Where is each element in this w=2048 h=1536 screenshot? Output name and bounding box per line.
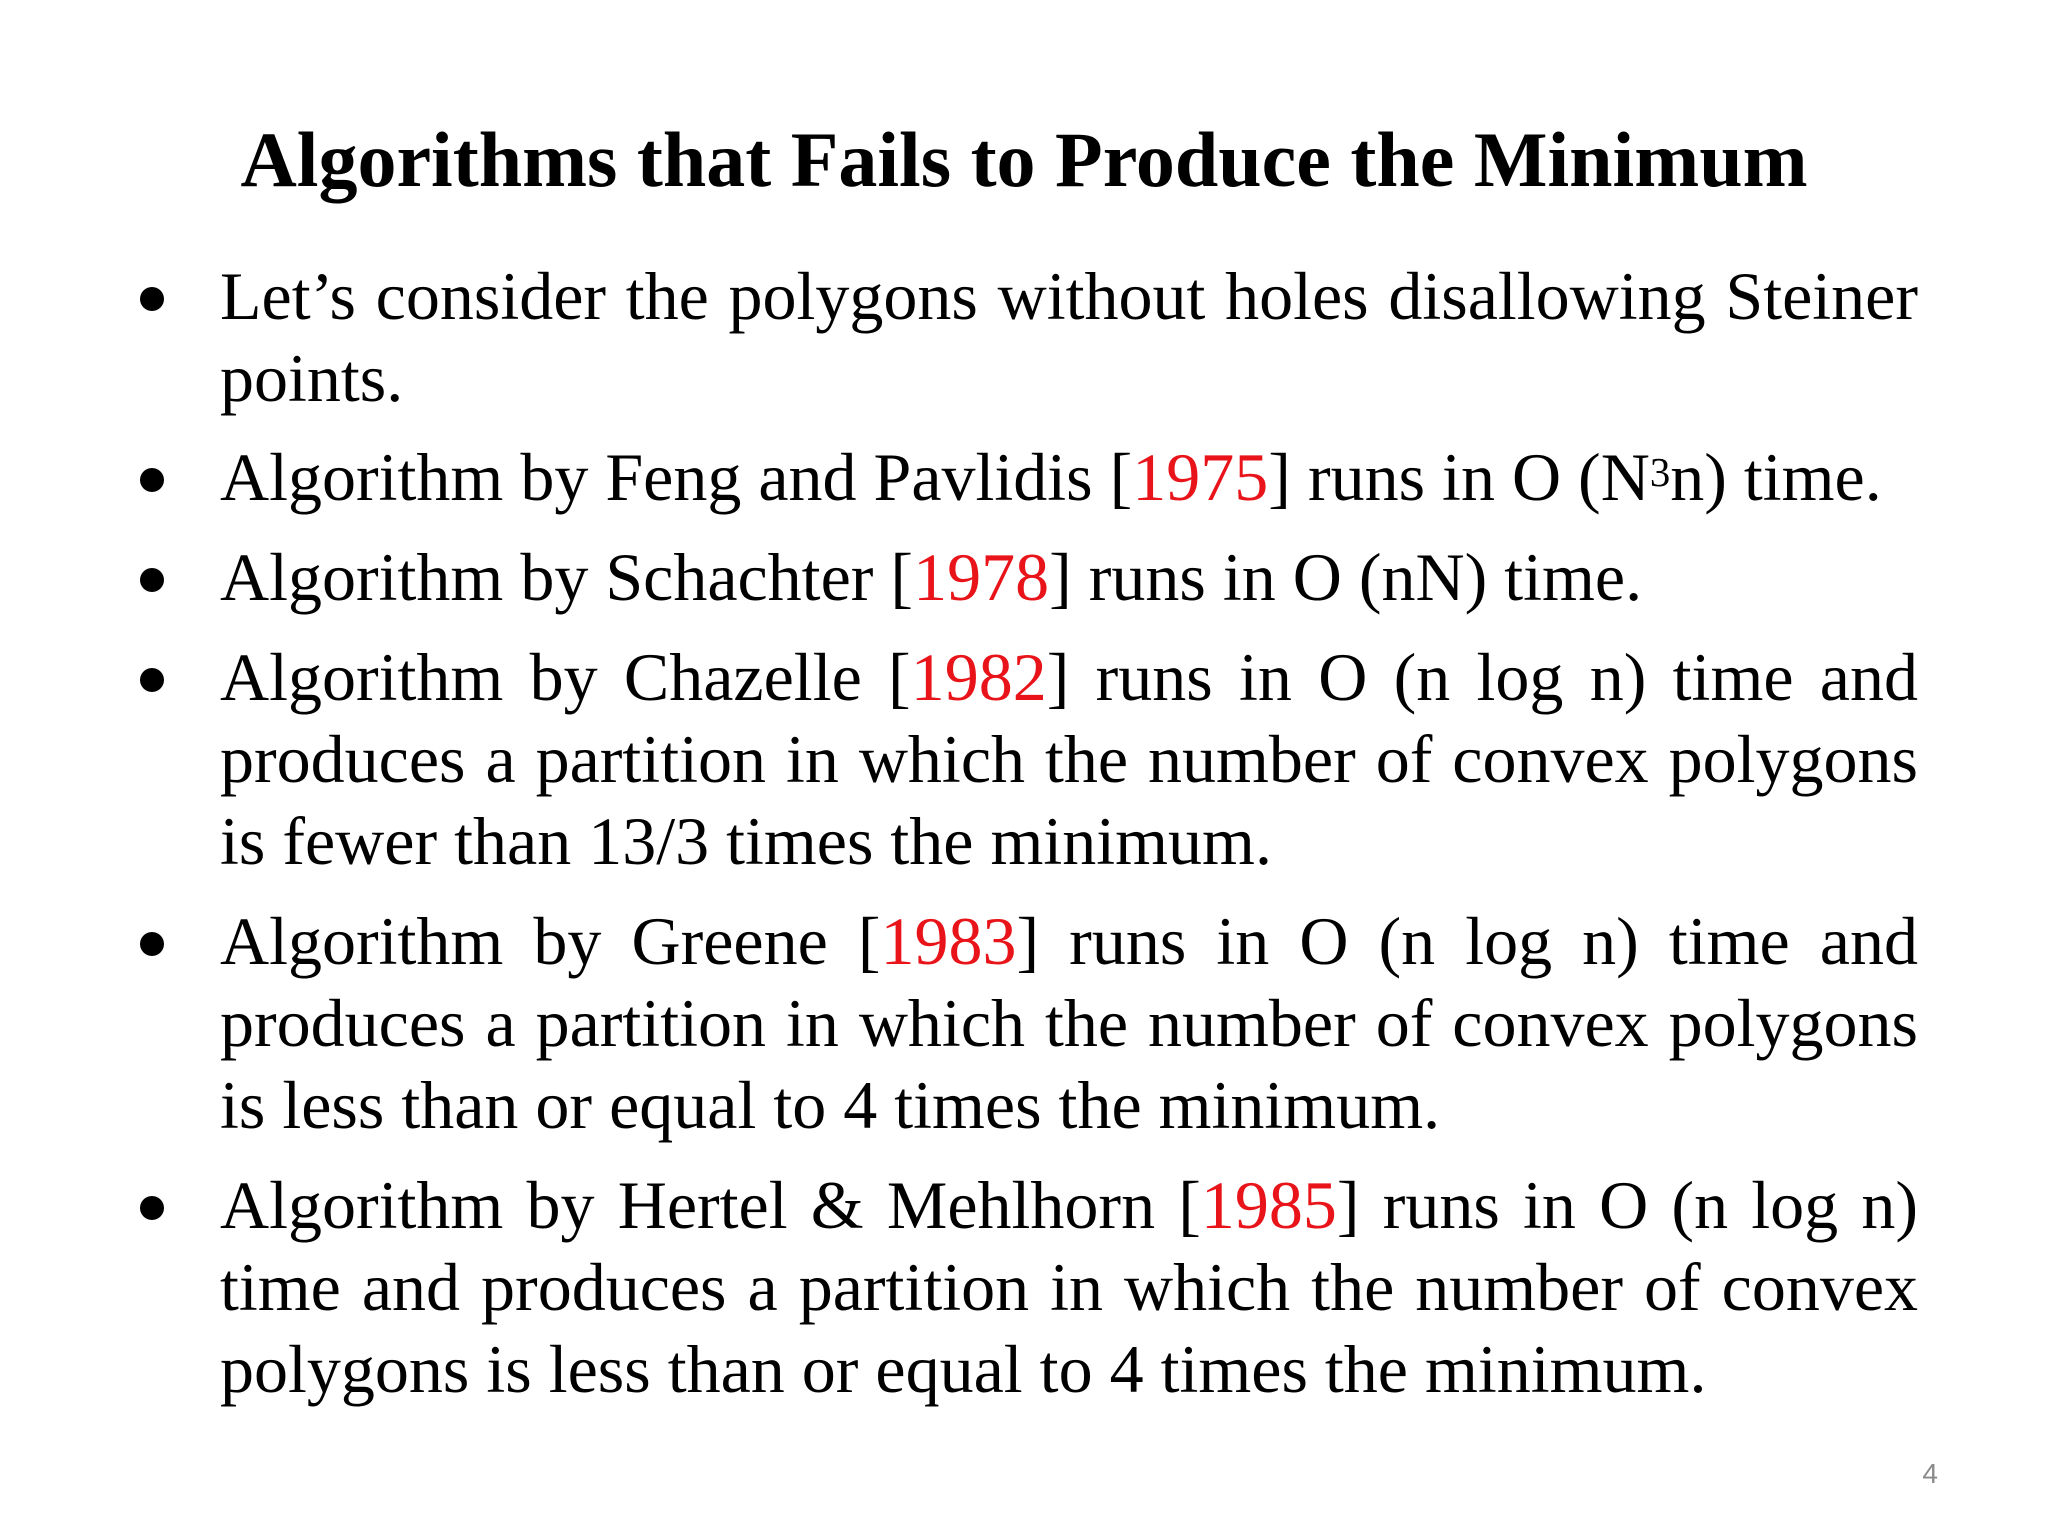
bullet-text-prefix: Algorithm by Feng and Pavlidis [ <box>220 439 1133 515</box>
citation-year: 1978 <box>913 539 1050 615</box>
slide-title: Algorithms that Fails to Produce the Minimum <box>240 116 1808 203</box>
bullet-text <box>220 255 1918 419</box>
bullet-text-suffix: n) time. <box>1670 439 1882 515</box>
bullet-icon <box>140 668 164 692</box>
bullet-text-middle: ] runs in O (N <box>1268 439 1650 515</box>
bullet-icon <box>140 568 164 592</box>
bullet-text-body: Let’s consider the polygons without holes disallowing Steiner points. <box>220 258 1918 416</box>
citation-year: 1982 <box>910 639 1047 715</box>
bullet-text-prefix: Algorithm by Greene [ <box>220 903 881 979</box>
bullet-text <box>220 436 1918 518</box>
bullet-text <box>220 636 1918 882</box>
page-number: 4 <box>1922 1458 1938 1489</box>
citation-year: 1975 <box>1132 439 1269 515</box>
bullet-text-suffix: ] runs in O (n log n) time and produces a partition in which the number of convex polygons is fewer than 13/3 times the minimum. <box>220 639 1918 879</box>
superscript: 3 <box>1649 449 1671 495</box>
citation-year: 1985 <box>1200 1167 1337 1243</box>
bullet-text <box>220 1164 1918 1410</box>
bullet-icon <box>140 468 164 492</box>
citation-year: 1983 <box>880 903 1017 979</box>
bullet-text-suffix: ] runs in O (n log n) time and produces a partition in which the number of convex polygons is less than or equal to 4 times the minimum. <box>220 1167 1918 1407</box>
bullet-icon <box>140 287 164 311</box>
bullet-text-prefix: Algorithm by Chazelle [ <box>220 639 911 715</box>
bullet-text <box>220 536 1918 618</box>
bullet-icon <box>140 932 164 956</box>
bullet-icon <box>140 1196 164 1220</box>
bullet-text <box>220 900 1918 1146</box>
bullet-text-prefix: Algorithm by Hertel & Mehlhorn [ <box>220 1167 1201 1243</box>
bullet-text-prefix: Algorithm by Schachter [ <box>220 539 914 615</box>
bullet-text-suffix: ] runs in O (n log n) time and produces a partition in which the number of convex polygons is less than or equal to 4 times the minimum. <box>220 903 1918 1143</box>
bullet-text-suffix: ] runs in O (nN) time. <box>1049 539 1643 615</box>
